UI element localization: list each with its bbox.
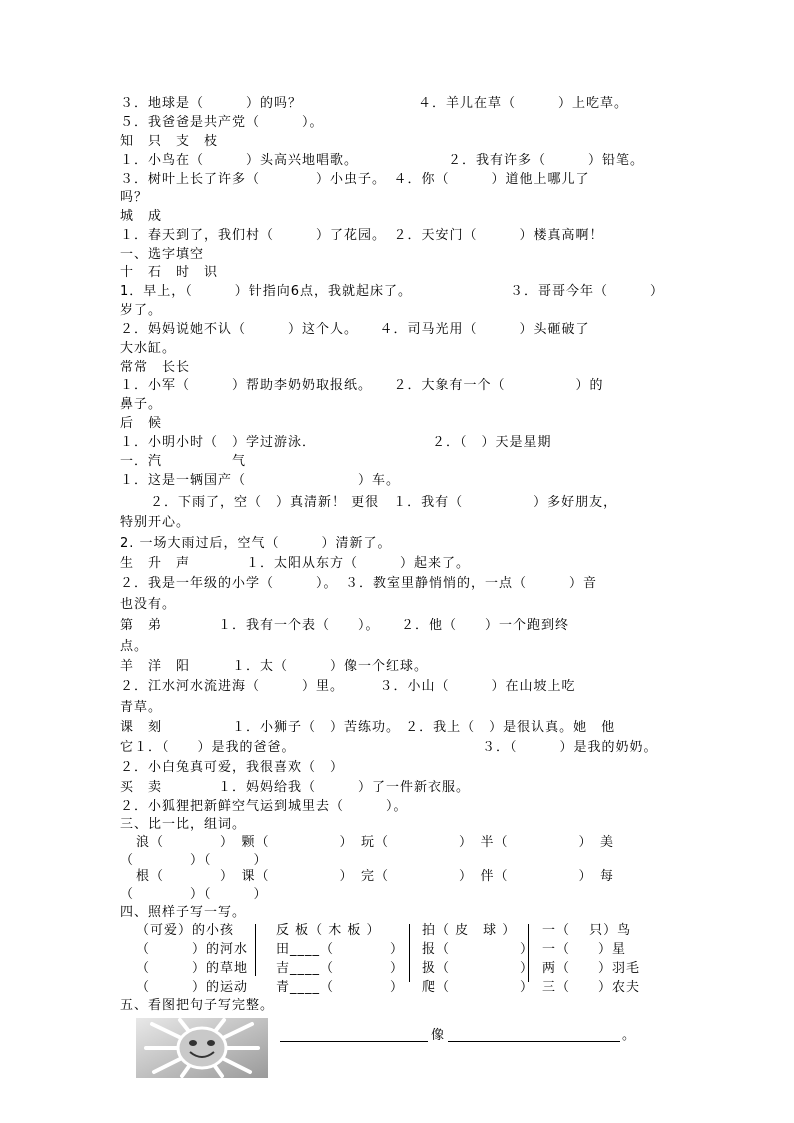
answer-line (280, 1041, 428, 1042)
text-line: （ ）的运动 (136, 980, 249, 995)
text-line: ４．羊儿在草（ ）上吃草。 (418, 96, 629, 111)
text-line: ２．小白兔真可爱，我很喜欢（ ） (120, 760, 345, 775)
text-line: １．小军（ ）帮助李奶奶取报纸。 ２．大象有一个（ ）的 (120, 378, 604, 393)
text-line: 知 只 支 枝 (120, 134, 219, 149)
text-line: 拍（ 皮 球 ） (422, 923, 517, 938)
text-line: 课 刻 １．小狮子（ ）苦练功。 ２．我上（ ）是很认真。她 他 (120, 720, 616, 735)
text-line: 五、看图把句子写完整。 (120, 998, 275, 1013)
text-line: 青____（ ） (276, 980, 405, 995)
text-line: 青草。 (120, 700, 163, 715)
text-line: 一（ 只）鸟 (542, 923, 632, 938)
text-line: 买 卖 １．妈妈给我（ ）了一件新衣服。 (120, 780, 471, 795)
sun-picture (136, 1018, 268, 1078)
text-line: 生 升 声 １．太阳从东方（ ）起来了。 (120, 556, 471, 571)
text-line: 特别开心。 (120, 515, 191, 530)
text-line: 吗？ (120, 190, 149, 205)
text-line: 根（ ） 课（ ） 完（ ） 伴（ ） 每 (136, 869, 615, 884)
text-line: ２．（ ）天是星期 (432, 435, 552, 450)
text-line: ２．小狐狸把新鲜空气运到城里去（ ）。 (120, 799, 408, 814)
text-line: ３．树叶上长了许多（ ）小虫子。 ４．你（ ）道他上哪儿了 (120, 172, 590, 187)
text-line: （ ）（ ） (120, 887, 268, 902)
text-line: 。 (622, 1028, 637, 1043)
text-line: 一．汽 气 (120, 454, 247, 469)
text-line: １．春天到了，我们村（ ）了花园。 ２．天安门（ ）楼真高啊！ (120, 228, 604, 243)
text-line: 也没有。 (120, 597, 177, 612)
column-divider (409, 924, 410, 982)
text-line: 反 板（ 木 板 ） (276, 923, 381, 938)
text-line: ２．妈妈说她不认（ ）这个人。 ４．司马光用（ ）头砸破了 (120, 322, 590, 337)
column-divider (255, 924, 256, 976)
text-line: 岁了。 (120, 303, 163, 318)
text-line: 爬（ ） (422, 980, 535, 995)
text-line: ３．哥哥今年（ ） (510, 284, 665, 299)
text-line: 田____（ ） (276, 942, 405, 957)
text-line: ２．下雨了，空（ ）真清新！ 更很 １．我有（ ）多好朋友， (150, 495, 618, 510)
text-line: ３．（ ）是我的奶奶。 (482, 740, 658, 755)
text-line: 羊 洋 阳 １．太（ ）像一个红球。 (120, 659, 429, 674)
text-line: ２．江水河水流进海（ ）里。 ３．小山（ ）在山坡上吃 (120, 679, 576, 694)
text-line: １．这是一辆国产（ ）车。 (120, 473, 401, 488)
text-line: １．小明小时（ ）学过游泳． (120, 435, 317, 450)
text-line: 浪（ ） 颗（ ） 玩（ ） 半（ ） 美 (136, 835, 615, 850)
text-line: 报（ ） (422, 942, 535, 957)
text-line: 后 候 (120, 416, 163, 431)
text-line: 像 (431, 1028, 446, 1043)
answer-line (448, 1041, 620, 1042)
text-line: ２．我是一年级的小学（ ）。 ３．教室里静悄悄的，一点（ ）音 (120, 576, 598, 591)
text-line: （可爱）的小孩 (136, 923, 235, 938)
text-line: 吉____（ ） (276, 961, 405, 976)
text-line: （ ）的河水 (136, 942, 249, 957)
text-line: 鼻子。 (120, 397, 163, 412)
text-line: 三（ ）农夫 (542, 980, 641, 995)
text-line: 它１．（ ）是我的爸爸。 (120, 740, 296, 755)
text-line: 常常 长长 (120, 360, 191, 375)
text-line: 大水缸。 (120, 341, 177, 356)
text-line: １．小鸟在（ ）头高兴地唱歌。 (120, 153, 359, 168)
text-line: 第 弟 １．我有一个表（ ）。 ２．他（ ）一个跑到终 (120, 618, 570, 633)
column-divider (528, 924, 529, 982)
text-line: ３．地球是（ ）的吗？ (120, 96, 303, 111)
text-line: 一（ ）星 (542, 942, 627, 957)
text-line: 两（ ）羽毛 (542, 961, 641, 976)
text-line: 城 成 (120, 209, 163, 224)
text-line: （ ）的草地 (136, 961, 249, 976)
text-line: 扱（ ） (422, 961, 535, 976)
text-line: ２．我有许多（ ）铅笔。 (448, 153, 645, 168)
text-line: 十 石 时 识 (120, 265, 219, 280)
text-line: 1．早上，（ ）针指向6点，我就起床了。 (120, 284, 413, 299)
text-line: （ ）（ ） (120, 853, 268, 868)
text-line: 三、比一比，组词。 (120, 817, 247, 832)
text-line: ５．我爸爸是共产党（ ）。 (120, 115, 324, 130)
text-line: 四、照样子写一写。 (120, 905, 247, 920)
text-line: 一、选字填空 (120, 247, 205, 262)
text-line: 点。 (120, 639, 149, 654)
text-line: 2. 一场大雨过后，空气（ ）清新了。 (120, 536, 392, 551)
